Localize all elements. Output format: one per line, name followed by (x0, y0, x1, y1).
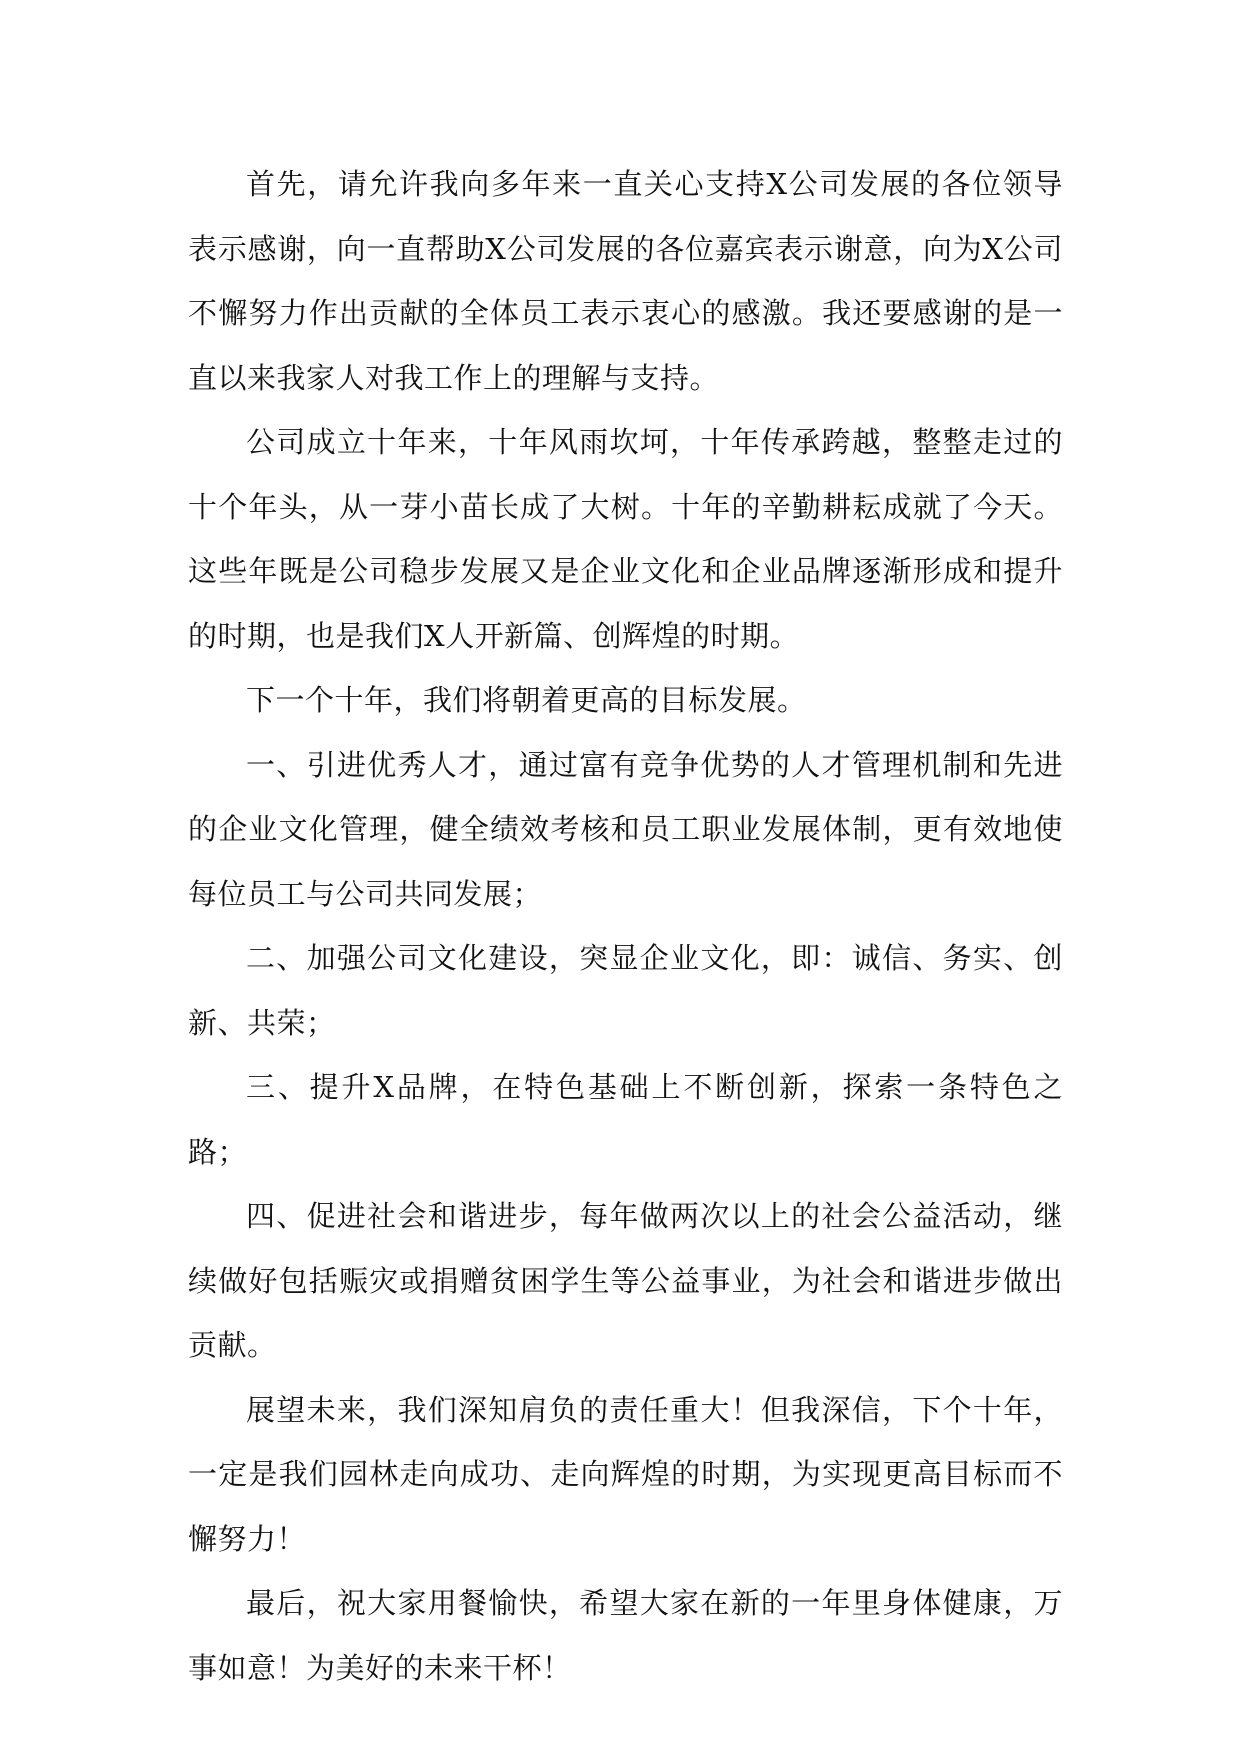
paragraph-closing: 最后，祝大家用餐愉快，希望大家在新的一年里身体健康，万事如意！为美好的未来干杯！ (188, 1586, 1063, 1685)
document-body (188, 152, 1063, 1700)
paragraph-goal-brand: 三、提升X品牌，在特色基础上不断创新，探索一条特色之路； (188, 1070, 1063, 1169)
paragraph-next-decade: 下一个十年，我们将朝着更高的目标发展。 (246, 683, 807, 717)
paragraph-outlook: 展望未来，我们深知肩负的责任重大！但我深信，下个十年，一定是我们园林走向成功、走向辉煌的时期，为实现更高目标而不懈努力！ (188, 1392, 1063, 1556)
paragraph-goal-talent: 一、引进优秀人才，通过富有竞争优势的人才管理机制和先进的企业文化管理，健全绩效考核和员工职业发展体制，更有效地使每位员工与公司共同发展； (188, 747, 1063, 911)
paragraph-ten-years: 公司成立十年来，十年风雨坎坷，十年传承跨越，整整走过的十个年头，从一芽小苗长成了大树。十年的辛勤耕耘成就了今天。这些年既是公司稳步发展又是企业文化和企业品牌逐渐形成和提升的时期，也是我们X人开新篇、创辉煌的时期。 (188, 425, 1063, 653)
paragraph-goal-culture: 二、加强公司文化建设，突显企业文化，即：诚信、务实、创新、共荣； (188, 941, 1063, 1040)
paragraph-thanks: 首先，请允许我向多年来一直关心支持X公司发展的各位领导表示感谢，向一直帮助X公司发展的各位嘉宾表示谢意，向为X公司不懈努力作出贡献的全体员工表示衷心的感激。我还要感谢的是一直以来我家人对我工作上的理解与支持。 (188, 167, 1063, 395)
paragraph-goal-society: 四、促进社会和谐进步，每年做两次以上的社会公益活动，继续做好包括赈灾或捐赠贫困学生等公益事业，为社会和谐进步做出贡献。 (188, 1199, 1063, 1362)
